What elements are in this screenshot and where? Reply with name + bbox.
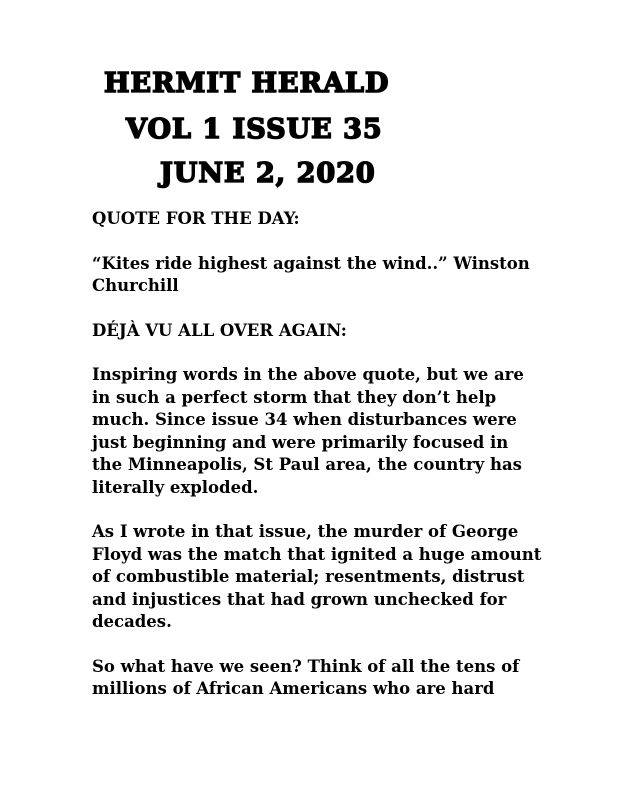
section-heading: DÉJÀ VU ALL OVER AGAIN:	[92, 320, 347, 340]
quote-text: “Kites ride highest against the wind..” Winston Churchill	[92, 253, 530, 295]
paragraph-2: As I wrote in that issue, the murder of George Floyd was the match that ignited a huge amount of combustible material; resentments, distrust and injustices that had grown unchecked for decades.	[92, 522, 542, 631]
paragraph-3: So what have we seen? Think of all the tens of millions of African Americans who are hard	[92, 656, 520, 698]
article-body	[92, 208, 542, 723]
masthead-date: JUNE 2, 2020	[160, 158, 376, 189]
masthead-title: HERMIT HERALD	[104, 68, 390, 99]
quote-heading: QUOTE FOR THE DAY:	[92, 209, 300, 228]
paragraph-1: Inspiring words in the above quote, but we are in such a perfect storm that they don’t help much. Since issue 34 when disturbances were just beginning and were primarily focused in the Minneapolis, St Paul area, the country has literally exploded.	[92, 365, 524, 497]
masthead-volume-issue: VOL 1 ISSUE 35	[126, 114, 383, 145]
